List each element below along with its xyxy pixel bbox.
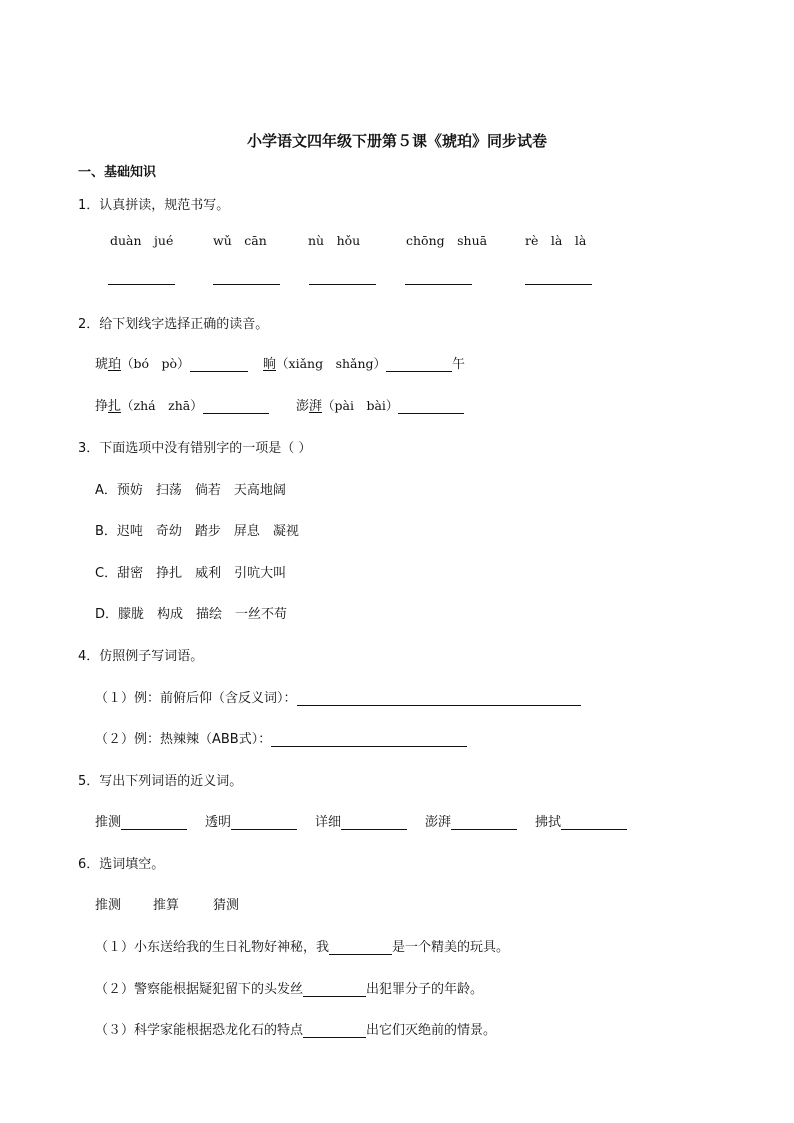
fill-item	[95, 1019, 496, 1038]
answer-blank[interactable]	[309, 284, 376, 285]
char: 挣	[95, 399, 109, 414]
word: 拂拭	[535, 815, 562, 830]
question-2-stem: 2．给下划线字选择正确的读音。	[78, 317, 269, 332]
word-choice: 推算	[153, 898, 180, 913]
sentence-end: 出它们灭绝前的情景。	[366, 1023, 497, 1038]
pinyin-options: （zhá zhā）	[121, 398, 203, 413]
section-heading: 一、基础知识	[78, 165, 157, 180]
choice-option-b[interactable]: B．迟吨 奇幼 踏步 屏息 凝视	[95, 524, 299, 539]
sentence-start: （３）科学家能根据恐龙化石的特点	[95, 1023, 304, 1038]
answer-blank[interactable]	[303, 1023, 366, 1038]
reading-item	[263, 353, 465, 372]
answer-blank[interactable]	[297, 691, 581, 706]
question-3-stem: 3．下面选项中没有错别字的一项是（ ）	[78, 441, 312, 456]
question-4-stem: 4．仿照例子写词语。	[78, 649, 204, 664]
answer-blank[interactable]	[398, 399, 464, 414]
sentence-start: （２）警察能根据疑犯留下的头发丝	[95, 982, 304, 997]
question-6-stem: 6．选词填空。	[78, 857, 165, 872]
underlined-char: 珀	[108, 357, 122, 372]
answer-blank[interactable]	[203, 399, 269, 414]
synonym-item	[535, 811, 627, 830]
answer-blank[interactable]	[303, 982, 366, 997]
underlined-char: 扎	[108, 399, 122, 414]
underlined-char: 晌	[263, 357, 277, 372]
synonym-item	[425, 811, 517, 830]
question-5-stem: 5．写出下列词语的近义词。	[78, 774, 243, 789]
fill-item	[95, 978, 483, 997]
word: 澎湃	[425, 815, 452, 830]
question-1-stem: 1．认真拼读，规范书写。	[78, 198, 230, 213]
synonym-item	[315, 811, 407, 830]
word-choice: 推测	[95, 898, 122, 913]
pinyin-options: （pài bài）	[322, 398, 399, 413]
answer-blank[interactable]	[329, 940, 392, 955]
word: 推测	[95, 815, 122, 830]
underlined-char: 湃	[309, 399, 323, 414]
answer-blank[interactable]	[341, 815, 407, 830]
pinyin-4: chōng shuā	[406, 233, 488, 248]
synonym-item	[95, 811, 187, 830]
word-choice: 猜测	[213, 898, 240, 913]
reading-item	[95, 353, 248, 372]
sentence-end: 出犯罪分子的年龄。	[366, 982, 484, 997]
example-prompt: （１）例：前俯后仰（含反义词）：	[95, 691, 297, 706]
page-title: 小学语文四年级下册第５课《琥珀》同步试卷	[246, 132, 547, 150]
answer-blank[interactable]	[525, 284, 592, 285]
char: 澎	[296, 399, 310, 414]
sentence-start: （１）小东送给我的生日礼物好神秘，我	[95, 940, 330, 955]
answer-blank[interactable]	[231, 815, 297, 830]
pinyin-5: rè là là	[525, 233, 587, 248]
answer-blank[interactable]	[386, 357, 452, 372]
example-item	[95, 728, 467, 747]
answer-blank[interactable]	[271, 732, 467, 747]
answer-blank[interactable]	[561, 815, 627, 830]
reading-item	[95, 395, 269, 414]
pinyin-1: duàn jué	[110, 233, 174, 248]
answer-blank[interactable]	[213, 284, 280, 285]
choice-option-c[interactable]: C．甜密 挣扎 威利 引吭大叫	[95, 566, 287, 581]
example-prompt: （２）例：热辣辣（ABB式）：	[95, 732, 272, 747]
answer-blank[interactable]	[121, 815, 187, 830]
sentence-end: 是一个精美的玩具。	[392, 940, 510, 955]
choice-option-d[interactable]: D．朦胧 构成 描绘 一丝不苟	[95, 607, 288, 622]
word: 透明	[205, 815, 232, 830]
example-item	[95, 687, 581, 706]
pinyin-3: nù hǒu	[308, 233, 361, 248]
pinyin-options: （bó pò）	[121, 356, 190, 371]
answer-blank[interactable]	[451, 815, 517, 830]
synonym-item	[205, 811, 297, 830]
word: 详细	[315, 815, 342, 830]
char: 琥	[95, 357, 109, 372]
reading-item	[296, 395, 464, 414]
char: 午	[452, 357, 466, 372]
fill-item	[95, 936, 509, 955]
pinyin-2: wǔ cān	[213, 233, 267, 248]
answer-blank[interactable]	[405, 284, 472, 285]
answer-blank[interactable]	[190, 357, 248, 372]
pinyin-options: （xiǎng shǎng）	[276, 356, 387, 371]
choice-option-a[interactable]: A．预妨 扫荡 倘若 天高地阔	[95, 483, 286, 498]
answer-blank[interactable]	[108, 284, 175, 285]
